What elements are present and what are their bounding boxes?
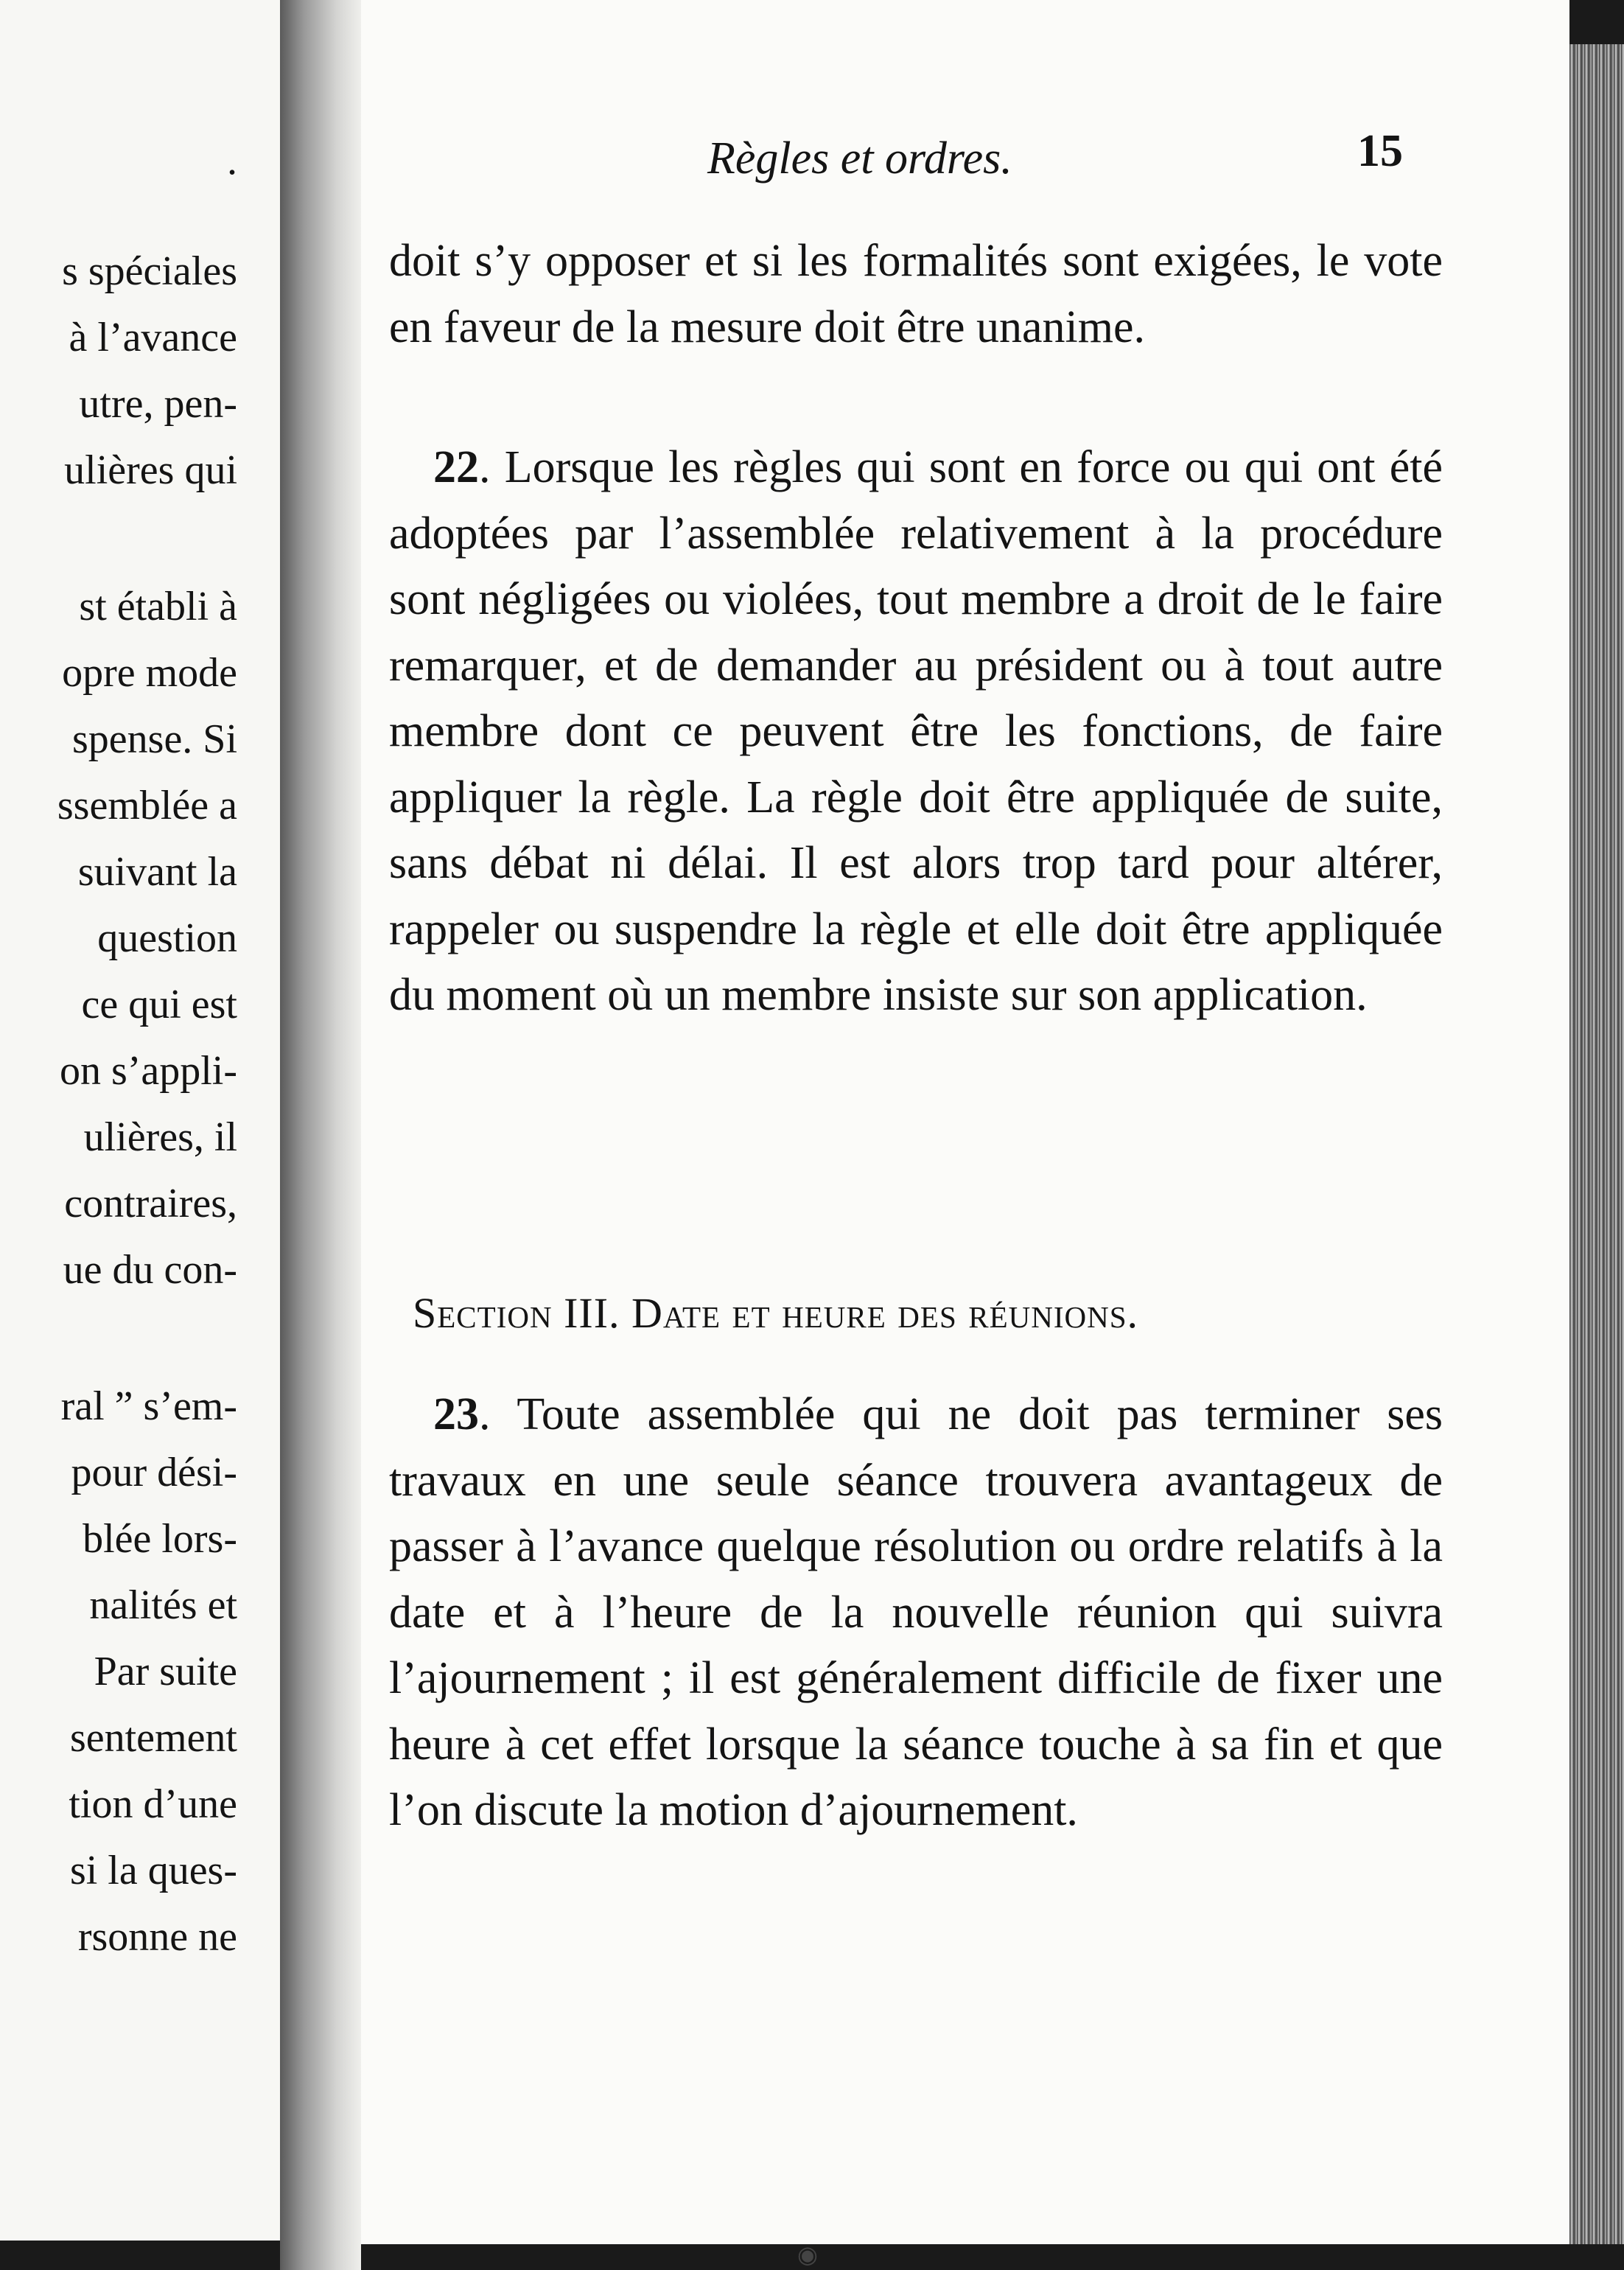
page-edges: [1569, 44, 1624, 2244]
left-page-line: nalités et: [89, 1582, 237, 1628]
left-page-line: ral ” s’em-: [60, 1383, 237, 1429]
section-heading: Section III. Date et heure des réunions.: [413, 1289, 1139, 1337]
left-page-line: ulières qui: [64, 447, 237, 493]
left-page-line: sentement: [69, 1715, 237, 1761]
paragraph-number: 23: [433, 1389, 479, 1439]
left-page: [0, 0, 280, 2241]
left-page-line: pour dési-: [71, 1450, 237, 1495]
left-page-line: blée lors-: [83, 1516, 237, 1562]
paragraph-23: [389, 1382, 1443, 1844]
left-page-line: rsonne ne: [77, 1914, 237, 1960]
left-page-line: spense. Si: [72, 716, 237, 762]
paragraph-continued: doit s’y opposer et si les formalités sont exigées, le vote en faveur de la mesure doit être unanime.: [389, 236, 1443, 352]
left-page-line: contraires,: [64, 1181, 237, 1226]
paragraph-22: [389, 435, 1443, 1029]
paragraph-text: . Toute assemblée qui ne doit pas terminer ses travaux en une seule séance trouvera avantageux de passer à l’avance quelque résolution ou ordre relatifs à la date et à l’heure de la nouvelle réunion qui suivra l’ajournement ; il est généralement difficile de fixer une heure à cet effet lorsque la séance touche à sa fin et que l’on discute la motion d’ajournement.: [389, 1389, 1443, 1835]
binding-mark-icon: ◉: [797, 2241, 818, 2268]
left-page-line: opre mode: [62, 650, 237, 696]
left-page-line: st établi à: [79, 584, 237, 629]
left-page-line: question: [97, 915, 237, 961]
left-page-line: ue du con-: [63, 1247, 237, 1293]
page-number: 15: [1357, 126, 1403, 176]
left-page-line: ssemblée a: [57, 783, 237, 828]
left-page-line: utre, pen-: [79, 381, 237, 427]
paragraph-text: . Lorsque les règles qui sont en force ou qui ont été adoptées par l’assemblée relativement à la procédure sont négligées ou violées, tout membre a droit de le faire remarquer, et de demander au président ou à tout autre membre dont ce peuvent être les fonctions, de faire appliquer la règle. La règle doit être appliquée de suite, sans débat ni délai. Il est alors trop tard pour altérer, rappeler ou suspendre la règle et elle doit être appliquée du moment où un membre insiste sur son application.: [389, 442, 1443, 1020]
left-page-line: s spéciales: [62, 248, 237, 294]
left-page-line: .: [227, 138, 237, 184]
left-page-line: suivant la: [77, 849, 237, 895]
left-page-line: si la ques-: [69, 1848, 237, 1893]
left-page-line: tion d’une: [69, 1781, 237, 1827]
left-page-line: ulières, il: [83, 1114, 237, 1160]
left-page-line: ce qui est: [81, 982, 237, 1027]
left-page-line: à l’avance: [69, 315, 237, 360]
running-head: Règles et ordres.: [707, 133, 1012, 184]
left-page-line: on s’appli-: [59, 1048, 237, 1094]
left-page-line: Par suite: [94, 1649, 237, 1694]
paragraph-number: 22: [433, 442, 479, 492]
book-gutter: [280, 0, 361, 2270]
